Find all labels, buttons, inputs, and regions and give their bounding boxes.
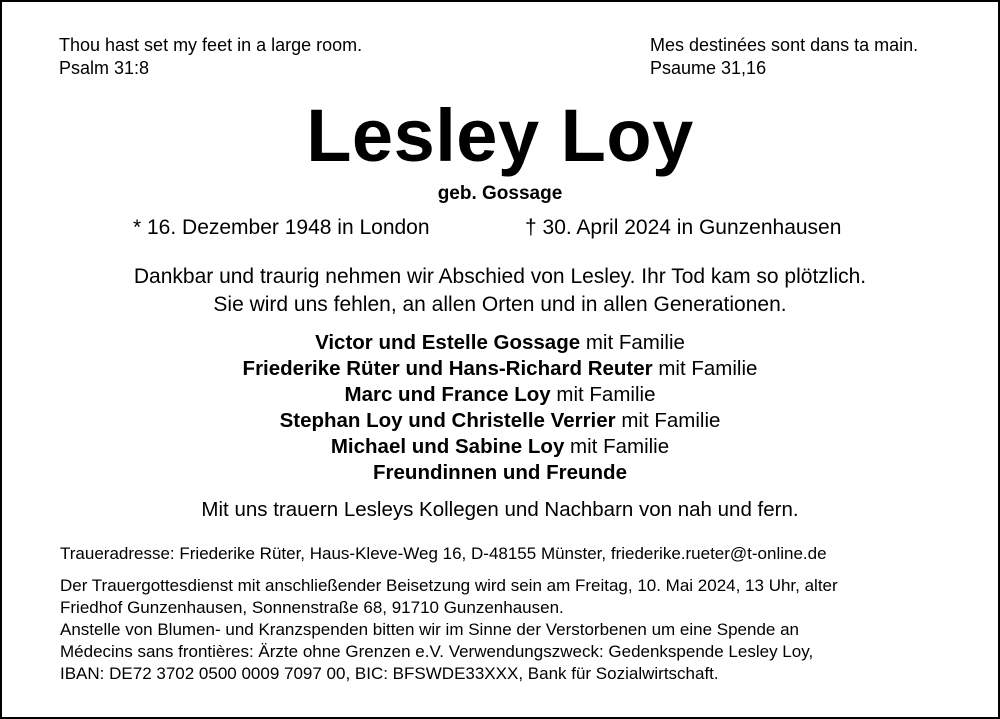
mourner-suffix: mit Familie bbox=[615, 409, 721, 432]
mourner-names: Michael und Sabine Loy bbox=[330, 435, 565, 458]
quote-english bbox=[59, 34, 362, 80]
quote-french-source: Psaume 31,16 bbox=[650, 58, 767, 78]
details-line: IBAN: DE72 3702 0500 0009 7097 00, BIC: BFSWDE33XXX, Bank für Sozialwirtschaft. bbox=[60, 664, 719, 683]
service-details bbox=[60, 575, 945, 685]
tribute-line: Sie wird uns fehlen, an allen Orten und in allen Generationen. bbox=[213, 293, 787, 316]
mourner-names: Victor und Estelle Gossage bbox=[315, 331, 581, 354]
death-date: † 30. April 2024 in Gunzenhausen bbox=[525, 216, 842, 239]
quote-english-text: Thou hast set my feet in a large room. bbox=[59, 35, 363, 55]
mourner-row bbox=[2, 330, 998, 356]
also-mourning-line: Mit uns trauern Lesleys Kollegen und Nachbarn von nah und fern. bbox=[201, 498, 799, 521]
deceased-name: Lesley Loy bbox=[306, 94, 694, 177]
mourning-address: Traueradresse: Friederike Rüter, Haus-Kleve-Weg 16, D-48155 Münster, friederike.rueter@t-online.de bbox=[60, 544, 827, 563]
mourner-row bbox=[2, 408, 998, 434]
mourner-suffix: mit Familie bbox=[580, 331, 685, 354]
mourner-names: Friederike Rüter und Hans-Richard Reuter bbox=[242, 357, 653, 380]
mourner-names: Stephan Loy und Christelle Verrier bbox=[279, 409, 616, 432]
details-line: Friedhof Gunzenhausen, Sonnenstraße 68, 91710 Gunzenhausen. bbox=[60, 598, 564, 617]
mourner-suffix: mit Familie bbox=[652, 357, 758, 380]
mourner-row bbox=[2, 434, 998, 460]
mourner-row bbox=[2, 460, 998, 486]
tribute-line: Dankbar und traurig nehmen wir Abschied von Lesley. Ihr Tod kam so plötzlich. bbox=[133, 265, 867, 288]
details-line: Der Trauergottesdienst mit anschließender Beisetzung wird sein am Freitag, 10. Mai 2024, 13 Uhr, alter bbox=[60, 576, 838, 595]
details-line: Médecins sans frontières: Ärzte ohne Grenzen e.V. Verwendungszweck: Gedenkspende Lesley Loy, bbox=[60, 642, 814, 661]
mourners-list bbox=[2, 330, 998, 486]
quote-english-source: Psalm 31:8 bbox=[59, 58, 150, 78]
mourner-names: Marc und France Loy bbox=[344, 383, 551, 406]
birth-name: geb. Gossage bbox=[437, 183, 563, 204]
birth-date: * 16. Dezember 1948 in London bbox=[133, 216, 430, 239]
quote-french bbox=[650, 34, 918, 80]
mourner-names: Freundinnen und Freunde bbox=[373, 461, 627, 484]
mourner-row bbox=[2, 382, 998, 408]
mourner-suffix: mit Familie bbox=[564, 435, 670, 458]
quote-french-text: Mes destinées sont dans ta main. bbox=[650, 35, 919, 55]
tribute-text bbox=[2, 263, 998, 319]
details-line: Anstelle von Blumen- und Kranzspenden bitten wir im Sinne der Verstorbenen um eine Spende an bbox=[60, 620, 800, 639]
mourner-suffix: mit Familie bbox=[550, 383, 656, 406]
mourner-row bbox=[2, 356, 998, 382]
